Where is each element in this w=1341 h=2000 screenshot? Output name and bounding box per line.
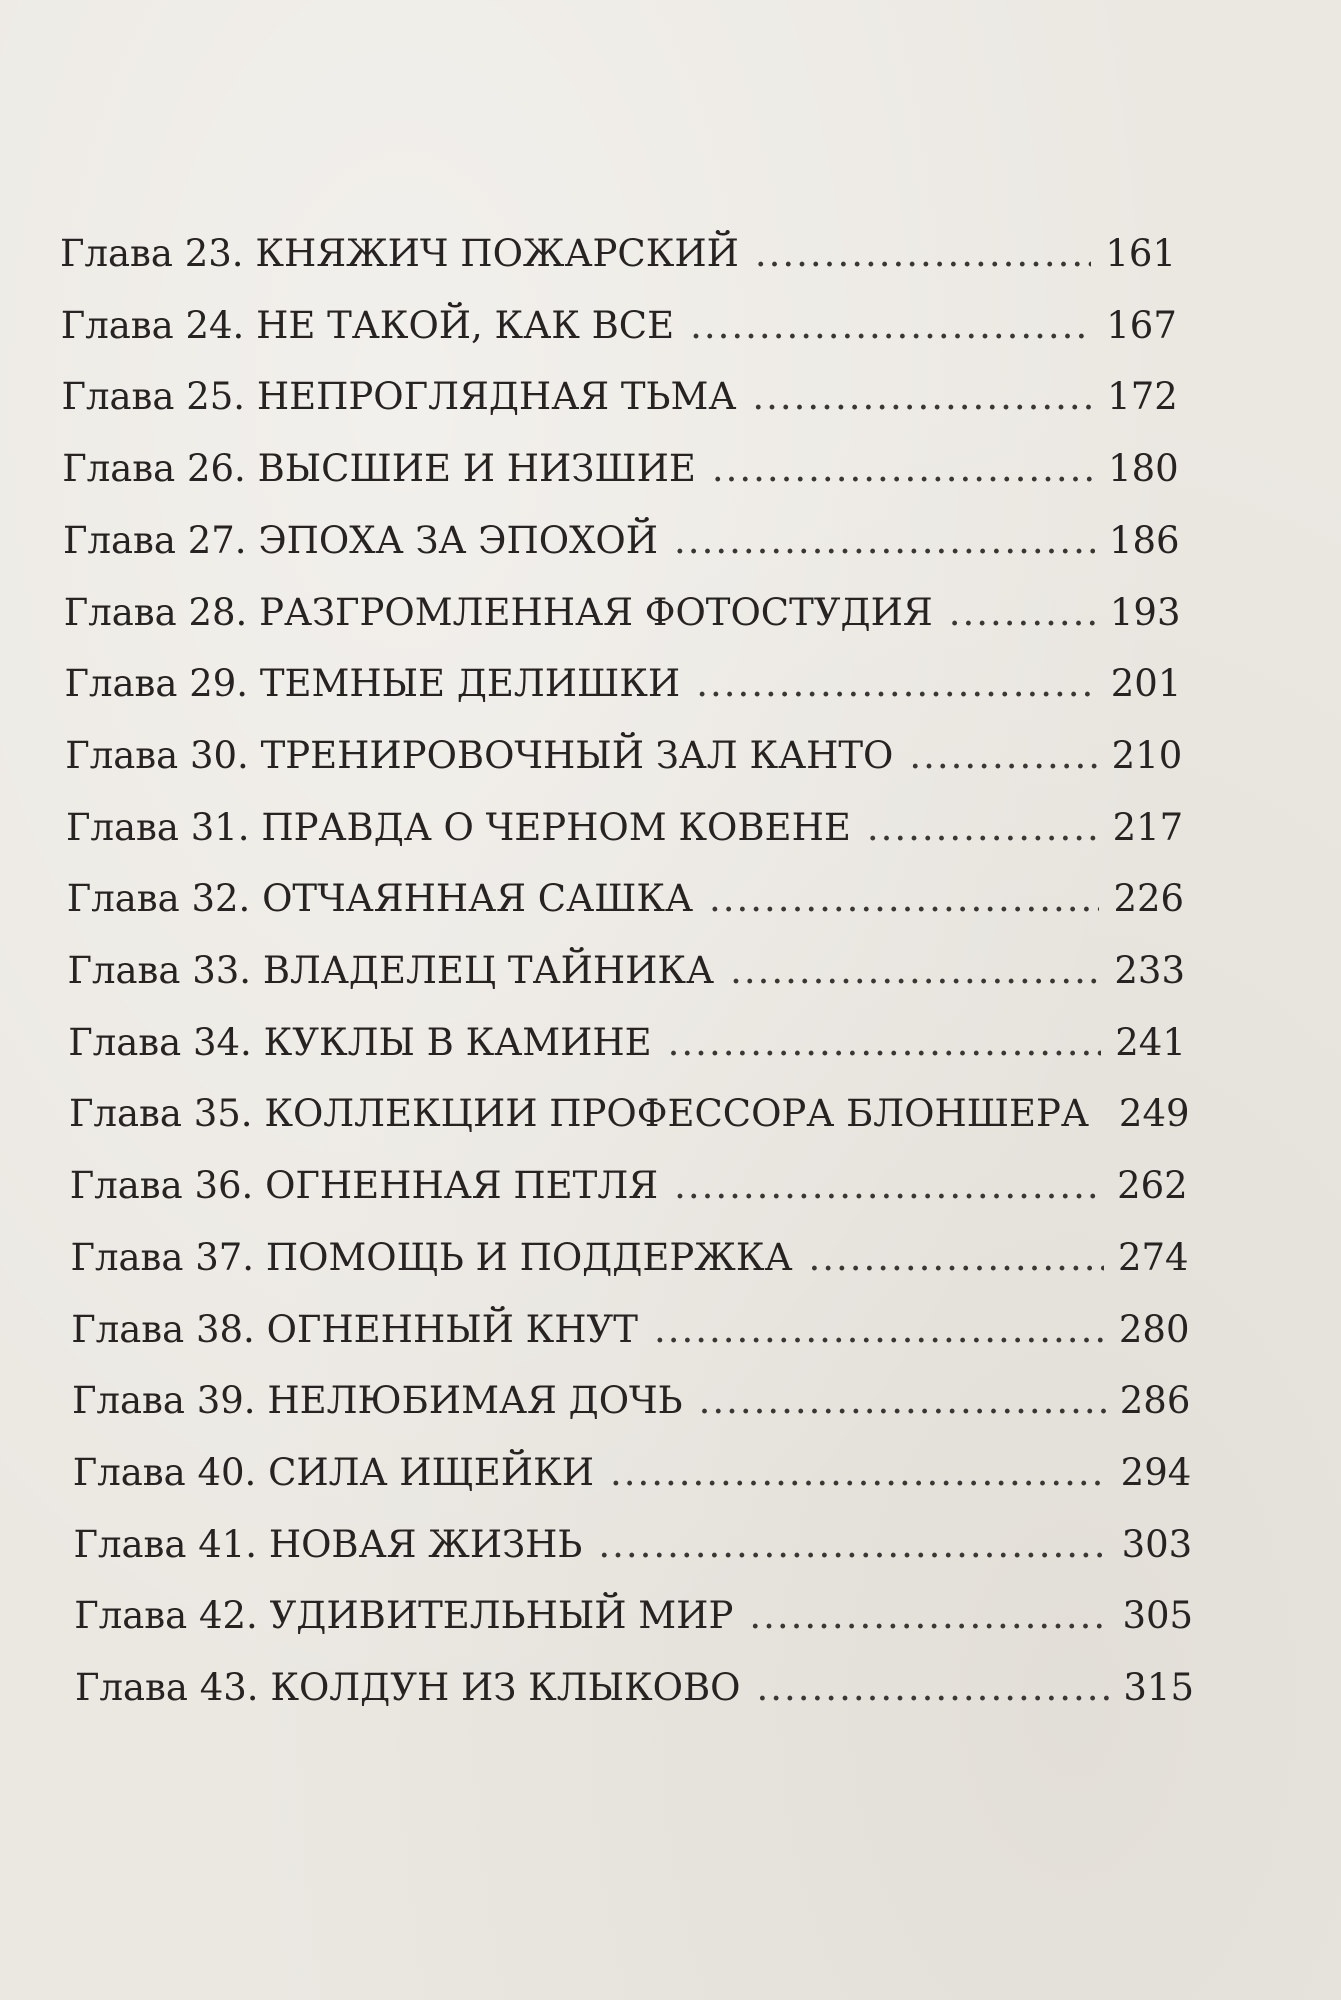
toc-entry [69, 1088, 1190, 1140]
toc-entry [73, 1447, 1192, 1499]
toc-dot-leader [654, 1304, 1105, 1356]
toc-entry [70, 1160, 1188, 1212]
toc-entry-title: Глава 29. ТЕМНЫЕ ДЕЛИШКИ [64, 662, 681, 706]
toc-entry [62, 371, 1178, 423]
toc-dot-leader [752, 371, 1093, 423]
toc-entry [74, 1590, 1193, 1642]
toc-entry-title: Глава 30. ТРЕНИРОВОЧНЫЙ ЗАЛ КАНТО [65, 733, 894, 777]
toc-dot-leader [755, 228, 1092, 280]
toc-entry-title: Глава 38. ОГНЕННЫЙ КНУТ [71, 1307, 638, 1351]
toc-dot-leader [712, 443, 1094, 495]
toc-entry-title: Глава 33. ВЛАДЕЛЕЦ ТАЙНИКА [67, 949, 715, 992]
toc-dot-leader [749, 1590, 1108, 1642]
toc-entry [64, 587, 1181, 639]
toc-entry [61, 300, 1177, 352]
toc-entry-page-number: 303 [1121, 1522, 1193, 1566]
toc-entry-title: Глава 31. ПРАВДА О ЧЕРНОМ КОВЕНЕ [66, 805, 851, 849]
toc-entry-title: Глава 28. РАЗГРОМЛЕННАЯ ФОТОСТУДИЯ [63, 590, 933, 634]
toc-entry [65, 730, 1182, 782]
toc-entry-title: Глава 37. ПОМОЩЬ И ПОДДЕРЖКА [70, 1235, 793, 1279]
toc-entry-page-number: 186 [1108, 518, 1180, 562]
toc-entry-page-number: 262 [1117, 1164, 1188, 1208]
toc-entry-page-number: 161 [1105, 232, 1176, 275]
toc-entry-title: Глава 27. ЭПОХА ЗА ЭПОХОЙ [63, 518, 659, 562]
toc-entry-page-number: 241 [1115, 1020, 1186, 1064]
toc-dot-leader [668, 1017, 1102, 1069]
toc-entry-title: Глава 39. НЕЛЮБИМАЯ ДОЧЬ [72, 1379, 683, 1423]
toc-entry-page-number: 286 [1119, 1379, 1191, 1423]
toc-entry-title: Глава 43. КОЛДУН ИЗ КЛЫКОВО [75, 1666, 741, 1709]
toc-entry-page-number: 315 [1123, 1666, 1194, 1709]
toc-entry [71, 1232, 1189, 1284]
toc-entry-page-number: 233 [1114, 949, 1185, 992]
toc-dot-leader [909, 730, 1097, 782]
toc-dot-leader [598, 1519, 1107, 1571]
toc-entry-title: Глава 25. НЕПРОГЛЯДНАЯ ТЬМА [61, 375, 737, 419]
toc-entry-title: Глава 42. УДИВИТЕЛЬНЫЙ МИР [74, 1594, 734, 1638]
toc-dot-leader [674, 515, 1095, 567]
toc-entry-title: Глава 40. СИЛА ИЩЕЙКИ [72, 1450, 594, 1494]
toc-entry-title: Глава 24. НЕ ТАКОЙ, КАК ВСЕ [60, 303, 675, 347]
toc-entry-page-number: 180 [1108, 447, 1179, 491]
toc-entry [75, 1662, 1194, 1714]
toc-dot-leader [696, 658, 1097, 710]
toc-entry-page-number: 167 [1106, 303, 1177, 347]
toc-dot-leader [730, 945, 1100, 997]
toc-entry-title: Глава 34. КУКЛЫ В КАМИНЕ [68, 1020, 652, 1064]
toc-entry-page-number: 210 [1111, 733, 1183, 777]
toc-entry-page-number: 172 [1107, 375, 1178, 419]
toc-dot-leader [808, 1232, 1103, 1284]
toc-entry-title: Глава 36. ОГНЕННАЯ ПЕТЛЯ [69, 1164, 659, 1208]
toc-entry-title: Глава 32. ОТЧАЯННАЯ САШКА [66, 877, 693, 921]
toc-entry [63, 515, 1180, 567]
toc-entry-page-number: 226 [1113, 877, 1185, 921]
toc-entry-title: Глава 26. ВЫСШИЕ И НИЗШИЕ [62, 447, 696, 491]
toc-entry [67, 873, 1184, 925]
toc-entry-title: Глава 35. КОЛЛЕКЦИИ ПРОФЕССОРА БЛОНШЕРА [69, 1092, 1089, 1136]
toc-dot-leader [867, 802, 1099, 854]
toc-entry [72, 1375, 1190, 1427]
toc-entry-page-number: 193 [1109, 590, 1181, 634]
toc-entry [60, 228, 1176, 280]
toc-entry-page-number: 305 [1122, 1594, 1194, 1638]
toc-entry-title: Глава 41. НОВАЯ ЖИЗНЬ [73, 1522, 583, 1566]
toc-entry-page-number: 201 [1110, 662, 1182, 706]
toc-entry [65, 658, 1182, 710]
toc-dot-leader [757, 1662, 1110, 1714]
toc-entry-page-number: 274 [1117, 1235, 1189, 1279]
toc-dot-leader [699, 1375, 1106, 1427]
toc-entry-page-number: 280 [1118, 1307, 1190, 1351]
toc-entry-page-number: 217 [1112, 805, 1184, 849]
toc-entry-page-number: 294 [1120, 1450, 1192, 1494]
toc-entry [74, 1519, 1193, 1571]
toc-entry-title: Глава 23. КНЯЖИЧ ПОЖАРСКИЙ [60, 232, 739, 275]
toc-entry [68, 945, 1186, 997]
toc-entry-page-number: 249 [1118, 1092, 1190, 1136]
toc-entry [71, 1304, 1189, 1356]
toc-dot-leader [674, 1160, 1103, 1212]
toc-dot-leader [949, 587, 1096, 639]
toc-entry [68, 1017, 1186, 1069]
toc-dot-leader [690, 300, 1092, 352]
toc-dot-leader [709, 873, 1099, 925]
toc-dot-leader [610, 1447, 1107, 1499]
toc-entry [62, 443, 1178, 495]
toc-entry [66, 802, 1183, 854]
